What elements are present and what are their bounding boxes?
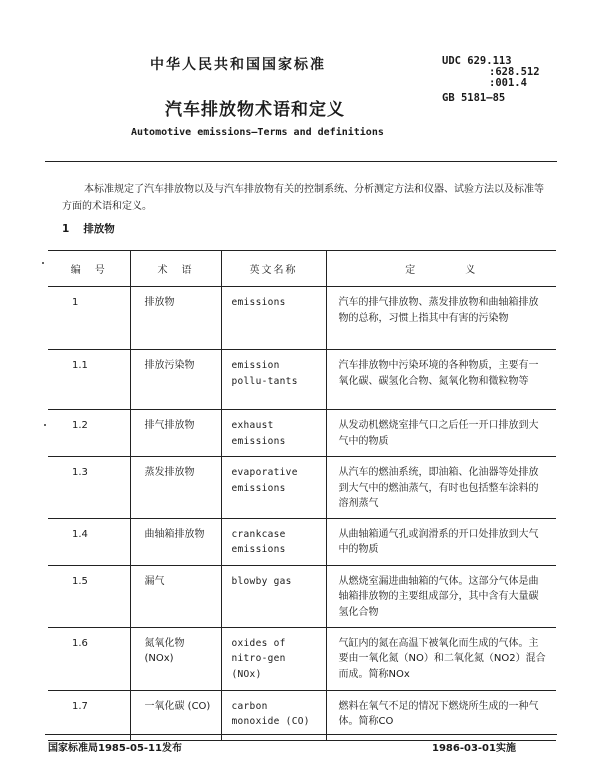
cell-term: 曲轴箱排放物 (130, 518, 221, 565)
title-chinese: 汽车排放物术语和定义 (165, 100, 345, 120)
udc-line-2: :628.512 (489, 66, 540, 78)
udc-classification (442, 56, 540, 89)
cell-term: 漏气 (130, 565, 221, 627)
header-english: 英文名称 (221, 251, 326, 287)
terms-table (48, 250, 556, 741)
cell-code: 1.7 (48, 690, 130, 740)
cell-definition: 气缸内的氮在高温下被氧化而生成的气体。主要由一氧化氮（NO）和二氧化氮（NO2）混合而成。简称NOx (326, 627, 556, 690)
scan-speck (44, 424, 46, 426)
table-row (48, 690, 556, 740)
table-row (48, 627, 556, 690)
cell-code: 1.5 (48, 565, 130, 627)
cell-code: 1.2 (48, 410, 130, 457)
cell-code: 1 (48, 287, 130, 350)
table-row (48, 350, 556, 410)
header-term: 术 语 (130, 251, 221, 287)
cell-english: exhaust emissions (221, 410, 326, 457)
scan-speck (42, 262, 44, 264)
cell-term: 氮氧化物 (NOx) (130, 627, 221, 690)
standard-name: 中华人民共和国国家标准 (150, 57, 326, 73)
footer-rule (45, 734, 557, 735)
cell-english: evaporative emissions (221, 457, 326, 519)
cell-term: 蒸发排放物 (130, 457, 221, 519)
cell-code: 1.6 (48, 627, 130, 690)
cell-english: crankcase emissions (221, 518, 326, 565)
cell-term: 排放污染物 (130, 350, 221, 410)
cell-english: carbon monoxide (CO) (221, 690, 326, 740)
header-code: 编 号 (48, 251, 130, 287)
cell-english: blowby gas (221, 565, 326, 627)
effective-date: 1986-03-01实施 (432, 743, 516, 754)
cell-english: oxides of nitro-gen (NOx) (221, 627, 326, 690)
udc-line-3: :001.4 (489, 77, 527, 89)
table-header-row (48, 251, 556, 287)
cell-definition: 从发动机燃烧室排气口之后任一开口排放到大气中的物质 (326, 410, 556, 457)
cell-term: 排放物 (130, 287, 221, 350)
cell-code: 1.4 (48, 518, 130, 565)
cell-code: 1.1 (48, 350, 130, 410)
header-definition: 定 义 (326, 251, 556, 287)
cell-definition: 燃料在氧气不足的情况下燃烧所生成的一种气体。简称CO (326, 690, 556, 740)
table-row (48, 518, 556, 565)
cell-definition: 从燃烧室漏进曲轴箱的气体。这部分气体是曲轴箱排放物的主要组成部分，其中含有大量碳氢化合物 (326, 565, 556, 627)
cell-definition: 从曲轴箱通气孔或润滑系的开口处排放到大气中的物质 (326, 518, 556, 565)
cell-english: emission pollu-tants (221, 350, 326, 410)
table-row (48, 410, 556, 457)
issue-date: 国家标准局1985-05-11发布 (48, 743, 182, 754)
title-english: Automotive emissions—Terms and definitions (131, 127, 384, 138)
gb-number: GB 5181—85 (442, 92, 506, 104)
cell-definition: 汽车的排气排放物、蒸发排放物和曲轴箱排放物的总称，习惯上指其中有害的污染物 (326, 287, 556, 350)
udc-line-1: UDC 629.113 (442, 55, 512, 67)
section-number: 1 (62, 223, 70, 235)
header-rule (45, 161, 557, 162)
cell-english: emissions (221, 287, 326, 350)
table-row (48, 287, 556, 350)
cell-definition: 汽车排放物中污染环境的各种物质，主要有一氧化碳、碳氢化合物、氮氧化物和微粒物等 (326, 350, 556, 410)
section-heading (62, 221, 115, 236)
cell-term: 一氧化碳 (CO) (130, 690, 221, 740)
cell-definition: 从汽车的燃油系统，即油箱、化油器等处排放到大气中的燃油蒸气，有时也包括整车涂料的溶剂蒸气 (326, 457, 556, 519)
intro-paragraph: 本标准规定了汽车排放物以及与汽车排放物有关的控制系统、分析测定方法和仪器、试验方法以及标准等方面的术语和定义。 (62, 184, 544, 212)
table-row (48, 565, 556, 627)
table-row (48, 457, 556, 519)
section-title: 排放物 (83, 223, 115, 235)
cell-term: 排气排放物 (130, 410, 221, 457)
cell-code: 1.3 (48, 457, 130, 519)
